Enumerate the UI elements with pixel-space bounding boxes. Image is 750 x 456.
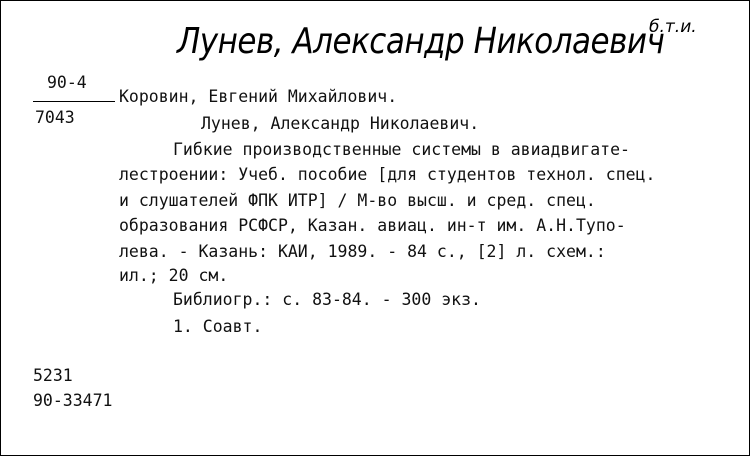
call-number-bottom: 7043 <box>35 108 75 127</box>
coauthor: Лунев, Александр Николаевич. <box>201 114 480 133</box>
bibliography-note: Библиогр.: с. 83-84. - 300 экз. <box>173 290 481 309</box>
footer-code-2: 90-33471 <box>33 391 113 410</box>
handwritten-heading: Лунев, Александр Николаевич <box>177 21 665 63</box>
corner-note: б.т.и. <box>649 17 697 37</box>
main-author: Коровин, Евгений Михайлович. <box>119 87 398 106</box>
call-number-top: 90-4 <box>47 73 87 92</box>
body-line: лестроении: Учеб. пособие [для студентов технол. спец. <box>119 165 656 184</box>
body-line: образования РСФСР, Казан. авиац. ин-т им. А.Н.Тупо- <box>119 216 626 235</box>
body-line: лева. - Казань: КАИ, 1989. - 84 с., [2] л. схем.: <box>119 242 606 261</box>
tracing: 1. Соавт. <box>173 317 263 336</box>
footer-code-1: 5231 <box>33 366 73 385</box>
body-line: ил.; 20 см. <box>119 266 229 285</box>
call-number-divider <box>33 101 115 102</box>
body-line: Гибкие производственные системы в авиадвигате- <box>173 140 630 159</box>
body-line: и слушателей ФПК ИТР] / М-во высш. и сред. спец. <box>119 191 596 210</box>
